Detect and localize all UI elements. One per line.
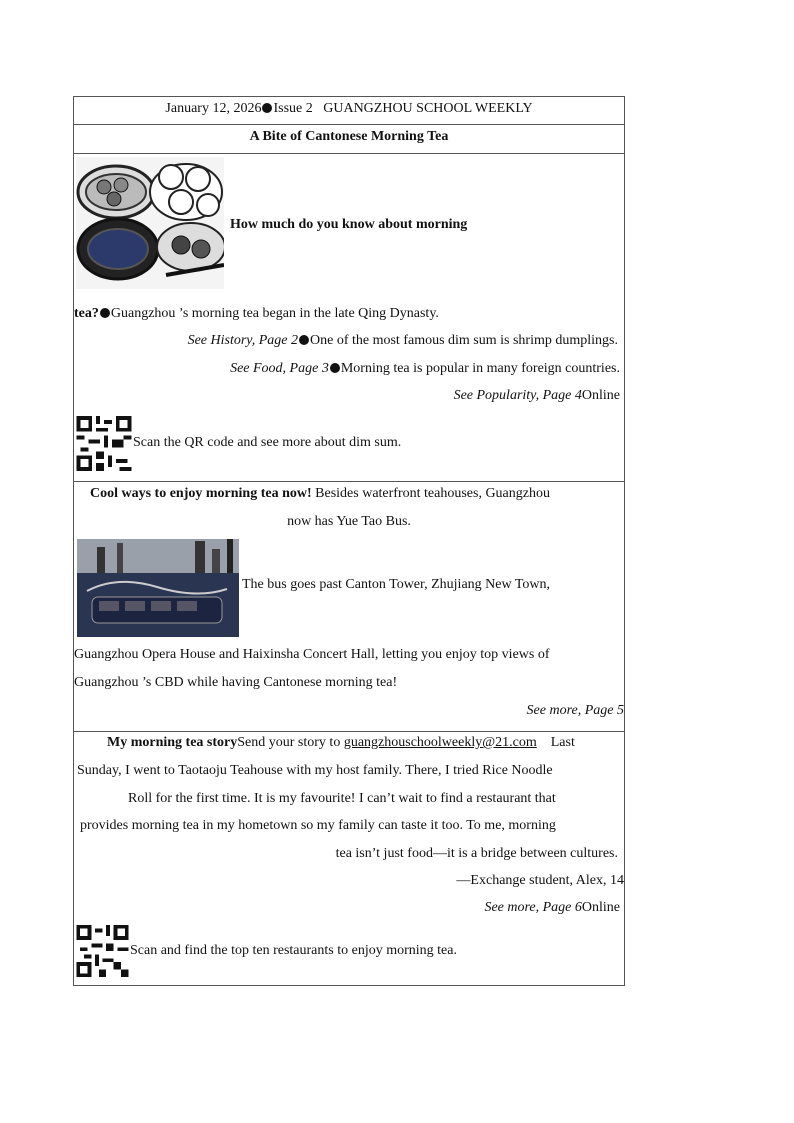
story-line1-end: Last (550, 735, 575, 750)
story-ref-line (484, 900, 620, 916)
story-line3: Roll for the first time. It is my favourite! I can’t wait to find a restaurant that (128, 791, 556, 806)
ref-more-page6: See more, Page 6 (484, 900, 582, 915)
qr-code-icon[interactable] (76, 416, 132, 471)
online-label: Online (581, 388, 620, 403)
fact-line-3 (230, 361, 620, 377)
dim-sum-illustration (76, 157, 224, 289)
fact-3: Morning tea is popular in many foreign countries. (340, 361, 620, 376)
fact-line-4 (454, 388, 620, 404)
headline: A Bite of Cantonese Morning Tea (249, 129, 449, 144)
section-story (74, 732, 624, 985)
masthead (74, 97, 624, 125)
fact-2: One of the most famous dim sum is shrimp dumplings. (310, 333, 618, 348)
cool-ways-line4: Guangzhou Opera House and Haixinsha Concert Hall, letting you enjoy top views of (74, 647, 550, 662)
section-cool-ways (74, 482, 624, 732)
cool-ways-line2: now has Yue Tao Bus. (287, 514, 411, 529)
bullet-icon (330, 363, 340, 373)
send-text: Send your story to (237, 735, 341, 750)
masthead-line (74, 101, 624, 117)
cool-ways-line5: Guangzhou ’s CBD while having Cantonese morning tea! (74, 675, 398, 690)
story-line1 (107, 735, 575, 751)
bullet-icon (100, 308, 110, 318)
email-link[interactable]: guangzhouschoolweekly@21.com (343, 735, 537, 750)
section-facts (74, 154, 624, 482)
fact-1: Guangzhou ’s morning tea began in the late Qing Dynasty. (110, 306, 439, 321)
qr-code-icon[interactable] (76, 925, 129, 977)
story-line4: provides morning tea in my hometown so my family can taste it too. To me, morning (80, 818, 556, 833)
ref-more-page5: See more, Page 5 (526, 703, 624, 718)
cool-ways-line1 (90, 486, 550, 502)
ref-history: See History, Page 2 (187, 333, 298, 348)
story-title: My morning tea story (107, 735, 238, 750)
story-line5: tea isn’t just food—it is a bridge between cultures. (335, 846, 618, 861)
fact-line-1 (74, 306, 439, 322)
issue-number: Issue 2 (273, 101, 313, 116)
publication-name: GUANGZHOU SCHOOL WEEKLY (323, 101, 533, 116)
bullet-icon (299, 335, 309, 345)
bullet-icon (262, 103, 272, 113)
headline-row (74, 125, 624, 154)
ref-food: See Food, Page 3 (230, 361, 329, 376)
cool-ways-line3: The bus goes past Canton Tower, Zhujiang New Town, (242, 577, 551, 592)
story-line2: Sunday, I went to Taotaoju Teahouse with my host family. There, I tried Rice Noodle (77, 763, 553, 778)
question-part1: How much do you know about morning (230, 217, 468, 232)
qr-text-2: Scan and find the top ten restaurants to enjoy morning tea. (130, 943, 457, 958)
bus-photo (77, 539, 239, 637)
fact-line-2 (188, 333, 618, 349)
online-label-2: Online (581, 900, 620, 915)
story-signature: —Exchange student, Alex, 14 (456, 873, 624, 888)
question-part2: tea? (74, 306, 99, 321)
qr-text: Scan the QR code and see more about dim sum. (133, 435, 402, 450)
cool-ways-text1: Besides waterfront teahouses, Guangzhou (315, 486, 550, 501)
cool-ways-title: Cool ways to enjoy morning tea now! (90, 486, 312, 501)
newsletter-frame (73, 96, 625, 986)
ref-popularity: See Popularity, Page 4 (453, 388, 582, 403)
issue-date: January 12, 2026 (165, 101, 262, 116)
